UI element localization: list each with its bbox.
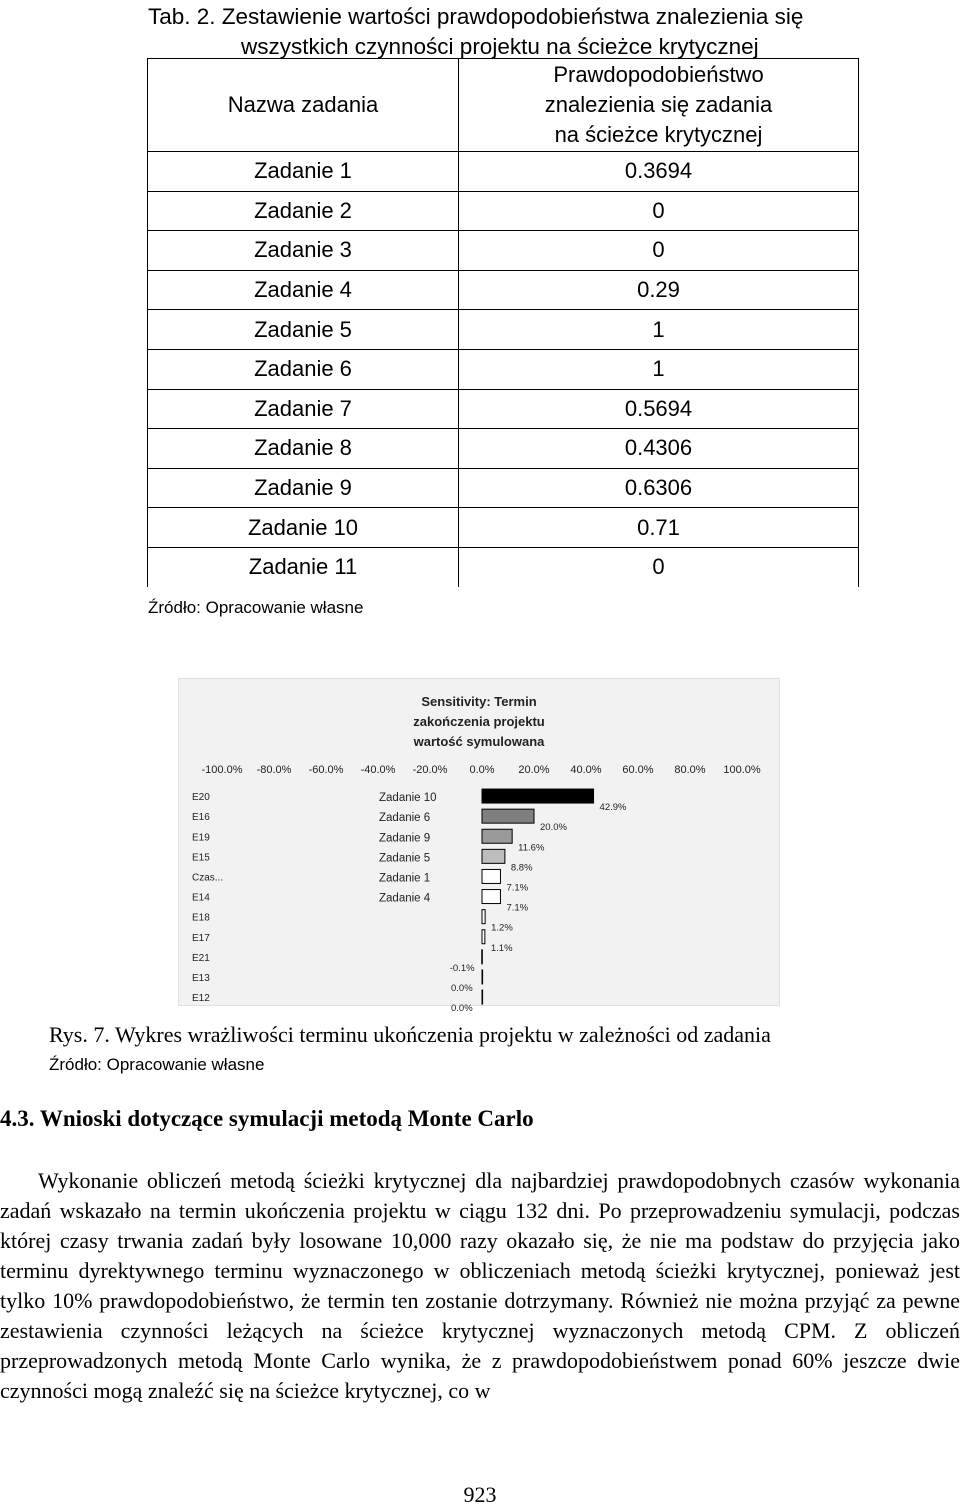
- task-annotation: Zadanie 9: [379, 832, 431, 845]
- header-probability-line1: Prawdopodobieństwo: [553, 62, 764, 87]
- header-probability-line2: znalezienia się zadania: [544, 92, 773, 117]
- task-probability: 0.5694: [624, 395, 693, 421]
- table-row: [148, 310, 859, 350]
- task-probability: 0.6306: [624, 475, 693, 501]
- value-label: 8.8%: [510, 862, 533, 874]
- task-name: Zadanie 1: [148, 152, 459, 192]
- task-name: Zadanie 2: [148, 191, 459, 231]
- chart-bar: [482, 950, 483, 964]
- chart-bar: [482, 829, 512, 843]
- table-caption-line1: Tab. 2. Zestawienie wartości prawdopodobieństwa znalezienia się: [148, 4, 804, 29]
- table-row: [148, 429, 859, 469]
- category-label: E14: [192, 892, 210, 904]
- task-name: Zadanie 9: [148, 468, 459, 508]
- category-label: E12: [192, 993, 210, 1005]
- table-row: [148, 349, 859, 389]
- chart-bar: [482, 890, 500, 904]
- task-probability: 0.71: [637, 514, 680, 540]
- table-row: [148, 547, 859, 586]
- chart-bar: [482, 869, 500, 883]
- value-label: 1.2%: [491, 922, 513, 934]
- task-annotation: Zadanie 5: [379, 852, 431, 865]
- value-label: 1.1%: [490, 942, 513, 954]
- task-annotation: Zadanie 10: [379, 792, 437, 805]
- chart-bar: [482, 970, 483, 984]
- category-label: E15: [192, 852, 210, 864]
- value-label: 0.0%: [451, 1003, 473, 1015]
- task-name: Zadanie 7: [148, 389, 459, 429]
- task-name: Zadanie 4: [148, 270, 459, 310]
- table-caption-line2: wszystkich czynności projektu na ścieżce krytycznej: [241, 34, 759, 59]
- category-label: E21: [192, 952, 210, 964]
- page-number: 923: [463, 1482, 497, 1507]
- task-name: Zadanie 8: [148, 429, 459, 469]
- category-label: E13: [192, 972, 210, 984]
- chart-bar: [482, 849, 505, 863]
- chart-bar: [482, 910, 485, 924]
- table-row: [148, 389, 859, 429]
- task-probability: 0: [652, 237, 665, 263]
- x-tick-label: -100.0%: [201, 764, 243, 776]
- value-label: 7.1%: [506, 882, 529, 894]
- table-row: [148, 152, 859, 192]
- header-probability: [459, 59, 859, 152]
- category-label: E18: [192, 912, 210, 924]
- chart-title-line: wartość symulowana: [413, 734, 545, 749]
- chart-title-line: zakończenia projektu: [413, 714, 545, 729]
- task-probability: 0: [652, 197, 665, 223]
- task-annotation: Zadanie 1: [379, 872, 431, 885]
- x-tick-label: 20.0%: [518, 764, 550, 776]
- task-probability: 0.3694: [624, 158, 693, 184]
- x-tick-label: 80.0%: [674, 764, 706, 776]
- table-row: [148, 231, 859, 271]
- chart-bar: [482, 809, 534, 823]
- value-label: 20.0%: [540, 822, 567, 834]
- x-tick-label: -40.0%: [360, 764, 396, 776]
- sensitivity-chart: [178, 678, 780, 1015]
- table-row: [148, 191, 859, 231]
- chart-title-line: Sensitivity: Termin: [421, 694, 537, 709]
- task-probability: 0: [652, 554, 665, 580]
- task-probability: 0.29: [637, 277, 680, 303]
- task-annotation: Zadanie 4: [379, 892, 431, 905]
- table-row: [148, 468, 859, 508]
- value-label: 42.9%: [599, 802, 627, 814]
- table-source-note: Źródło: Opracowanie własne: [148, 598, 364, 617]
- chart-bar: [482, 990, 483, 1004]
- body-paragraph: Wykonanie obliczeń metodą ścieżki krytycznej dla najbardziej prawdopodobnych czasów wykonania zadań wskazało na termin ukończenia projektu w ciągu 132 dni. Po przeprowadzeniu symulacji, podczas której czasy trwania zadań były losowane 10,000 razy okazało się, że nie ma podstaw do przyjęcia jako terminu dyrektywnego terminu wyznaczonego w obliczeniach metodą ścieżki krytycznej, ponieważ jest tylko 10% prawdopodobieństwo, że termin ten zostanie dotrzymany. Również nie można przyjąć za pewne zestawienia czynności leżących na ścieżce krytycznej wyznaczonych metodą CPM. Z obliczeń przeprowadzonych metodą Monte Carlo wynika, że z prawdopodobieństwem ponad 60% jeszcze dwie czynności mogą znaleźć się na ścieżce krytycznej, co w: [0, 1168, 960, 1403]
- task-name: Zadanie 5: [148, 310, 459, 350]
- value-label: -0.1%: [449, 962, 475, 974]
- table-row: [148, 270, 859, 310]
- task-name: Zadanie 10: [148, 508, 459, 548]
- sensitivity-chart-svg: [179, 679, 779, 1015]
- body-text: [0, 1166, 960, 1406]
- x-tick-label: 100.0%: [723, 764, 761, 776]
- category-label: E17: [192, 932, 210, 944]
- chart-bar: [482, 789, 594, 803]
- x-tick-label: -60.0%: [308, 764, 344, 776]
- value-label: 0.0%: [451, 982, 473, 994]
- category-label: E16: [192, 812, 210, 824]
- task-probability: 1: [652, 316, 665, 342]
- figure-caption: Rys. 7. Wykres wrażliwości terminu ukończenia projektu w zależności od zadania: [49, 1022, 771, 1047]
- chart-bar: [482, 930, 485, 944]
- probability-table: [147, 58, 859, 587]
- category-label: Czas...: [192, 872, 224, 884]
- section-heading: 4.3. Wnioski dotyczące symulacji metodą Monte Carlo: [0, 1106, 534, 1131]
- header-task-name: Nazwa zadania: [148, 59, 459, 152]
- x-tick-label: 40.0%: [570, 764, 602, 776]
- task-annotation: Zadanie 6: [379, 812, 431, 825]
- category-label: E19: [192, 832, 210, 844]
- table-row: [148, 508, 859, 548]
- table-caption: [148, 2, 803, 62]
- value-label: 7.1%: [506, 902, 529, 914]
- header-probability-line3: na ścieżce krytycznej: [554, 122, 763, 147]
- task-name: Zadanie 11: [148, 547, 459, 586]
- task-name: Zadanie 3: [148, 231, 459, 271]
- task-probability: 1: [652, 356, 665, 382]
- x-tick-label: 0.0%: [469, 764, 495, 776]
- table-header-row: [148, 59, 859, 152]
- x-tick-label: -80.0%: [256, 764, 292, 776]
- value-label: 11.6%: [518, 842, 545, 854]
- category-label: E20: [192, 792, 210, 804]
- task-name: Zadanie 6: [148, 349, 459, 389]
- x-tick-label: -20.0%: [412, 764, 448, 776]
- x-tick-label: 60.0%: [622, 764, 654, 776]
- task-probability: 0.4306: [624, 435, 693, 461]
- figure-source-note: Źródło: Opracowanie własne: [49, 1055, 265, 1074]
